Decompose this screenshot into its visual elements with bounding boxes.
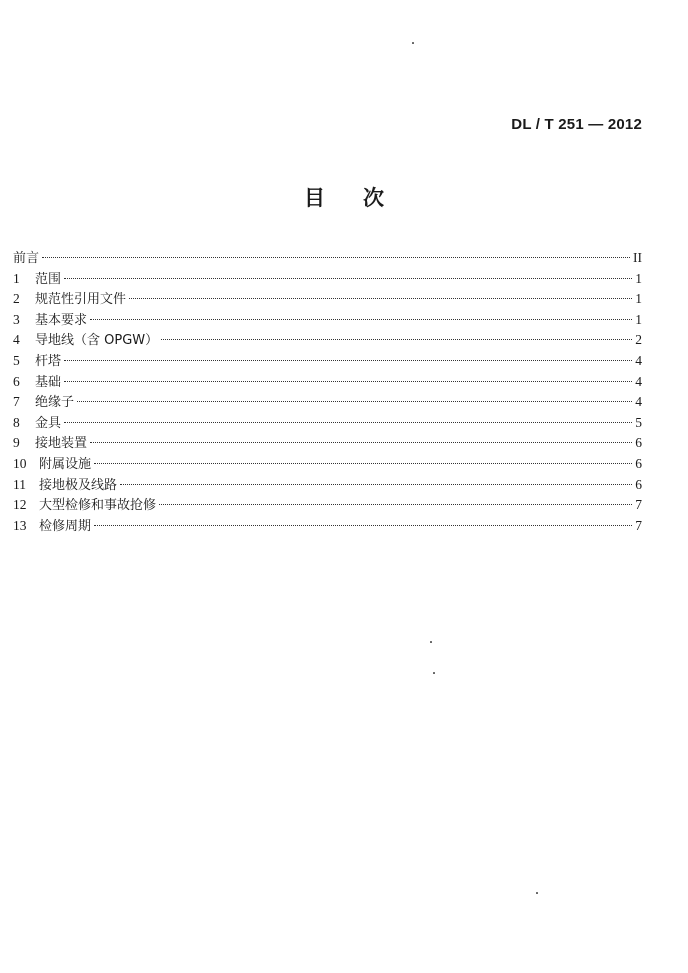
toc-leader-dots [42, 257, 630, 258]
page-title: 目次 [304, 186, 422, 210]
toc-entry-label: 接地装置 [35, 436, 88, 452]
toc-entry-page: 4 [635, 352, 642, 368]
toc-entry-page: 5 [635, 414, 642, 430]
toc-entry-number: 3 [13, 311, 20, 327]
toc-leader-dots [64, 381, 632, 382]
toc-entry-1[interactable] [13, 269, 642, 290]
toc-entry-9[interactable] [13, 433, 642, 454]
toc-entry-2[interactable] [13, 289, 642, 310]
toc-entry-8[interactable] [13, 413, 642, 434]
toc-entry-number: 4 [13, 332, 20, 348]
toc-entry-6[interactable] [13, 372, 642, 393]
toc-entry-label: 基本要求 [35, 312, 88, 328]
toc-entry-label: 检修周期 [39, 518, 92, 534]
toc-entry-13[interactable] [13, 516, 642, 537]
scan-speck [536, 892, 538, 894]
toc-entry-number: 9 [13, 435, 20, 451]
toc-leader-dots [161, 339, 632, 340]
document-code: DL / T 251 — 2012 [511, 116, 642, 133]
toc-leader-dots [64, 422, 632, 423]
toc-entry-number: 5 [13, 352, 20, 368]
toc-entry-3[interactable] [13, 310, 642, 331]
toc-entry-number: 10 [13, 455, 27, 471]
toc-leader-dots [90, 319, 632, 320]
toc-entry-label: 基础 [35, 374, 62, 390]
toc-entry-page: 4 [635, 394, 642, 410]
toc-entry-page: 2 [635, 332, 642, 348]
toc-entry-number: 8 [13, 414, 20, 430]
toc-entry-page: 7 [635, 497, 642, 513]
toc-entry-label: 绝缘子 [35, 395, 75, 411]
toc-entry-5[interactable] [13, 351, 642, 372]
toc-entry-number: 13 [13, 517, 27, 533]
scan-speck [430, 641, 432, 643]
toc-entry-label: 金具 [35, 415, 62, 431]
toc-entry-label: 范围 [35, 271, 62, 287]
toc-entry-7[interactable] [13, 392, 642, 413]
toc-entry-page: 1 [635, 291, 642, 307]
toc-leader-dots [94, 463, 632, 464]
toc-leader-dots [120, 484, 632, 485]
toc-entry-page: 4 [635, 373, 642, 389]
toc-leader-dots [64, 278, 632, 279]
toc-leader-dots [64, 360, 632, 361]
toc-entry-page: II [633, 250, 642, 265]
toc-entry-number: 1 [13, 270, 20, 286]
toc-leader-dots [129, 298, 632, 299]
toc-entry-label: 导地线（含 OPGW） [35, 333, 159, 349]
toc-entry-page: 6 [635, 435, 642, 451]
toc-entry-label: 前言 [13, 251, 40, 266]
table-of-contents [13, 248, 642, 536]
toc-leader-dots [94, 525, 632, 526]
toc-entry-label: 大型检修和事故抢修 [39, 498, 157, 514]
toc-entry-4[interactable] [13, 330, 642, 351]
toc-entry-page: 1 [635, 311, 642, 327]
toc-entry-page: 6 [635, 476, 642, 492]
toc-entry-label: 接地极及线路 [39, 477, 118, 493]
toc-entry-label: 附属设施 [39, 456, 92, 472]
toc-entry-number: 6 [13, 373, 20, 389]
toc-leader-dots [77, 401, 632, 402]
toc-leader-dots [90, 442, 632, 443]
toc-entry-number: 12 [13, 497, 27, 513]
toc-entry-number: 2 [13, 291, 20, 307]
scan-speck [412, 42, 414, 44]
toc-entry-number: 11 [13, 476, 26, 492]
toc-entry-10[interactable] [13, 454, 642, 475]
toc-entry-11[interactable] [13, 475, 642, 496]
toc-entry-12[interactable] [13, 495, 642, 516]
toc-entry-number: 7 [13, 394, 20, 410]
toc-entry-foreword[interactable] [13, 248, 642, 269]
toc-entry-label: 杆塔 [35, 353, 62, 369]
toc-entry-page: 7 [635, 517, 642, 533]
toc-entry-page: 1 [635, 270, 642, 286]
scan-speck [433, 672, 435, 674]
toc-entry-label: 规范性引用文件 [35, 292, 127, 308]
toc-entry-page: 6 [635, 455, 642, 471]
toc-leader-dots [159, 504, 632, 505]
